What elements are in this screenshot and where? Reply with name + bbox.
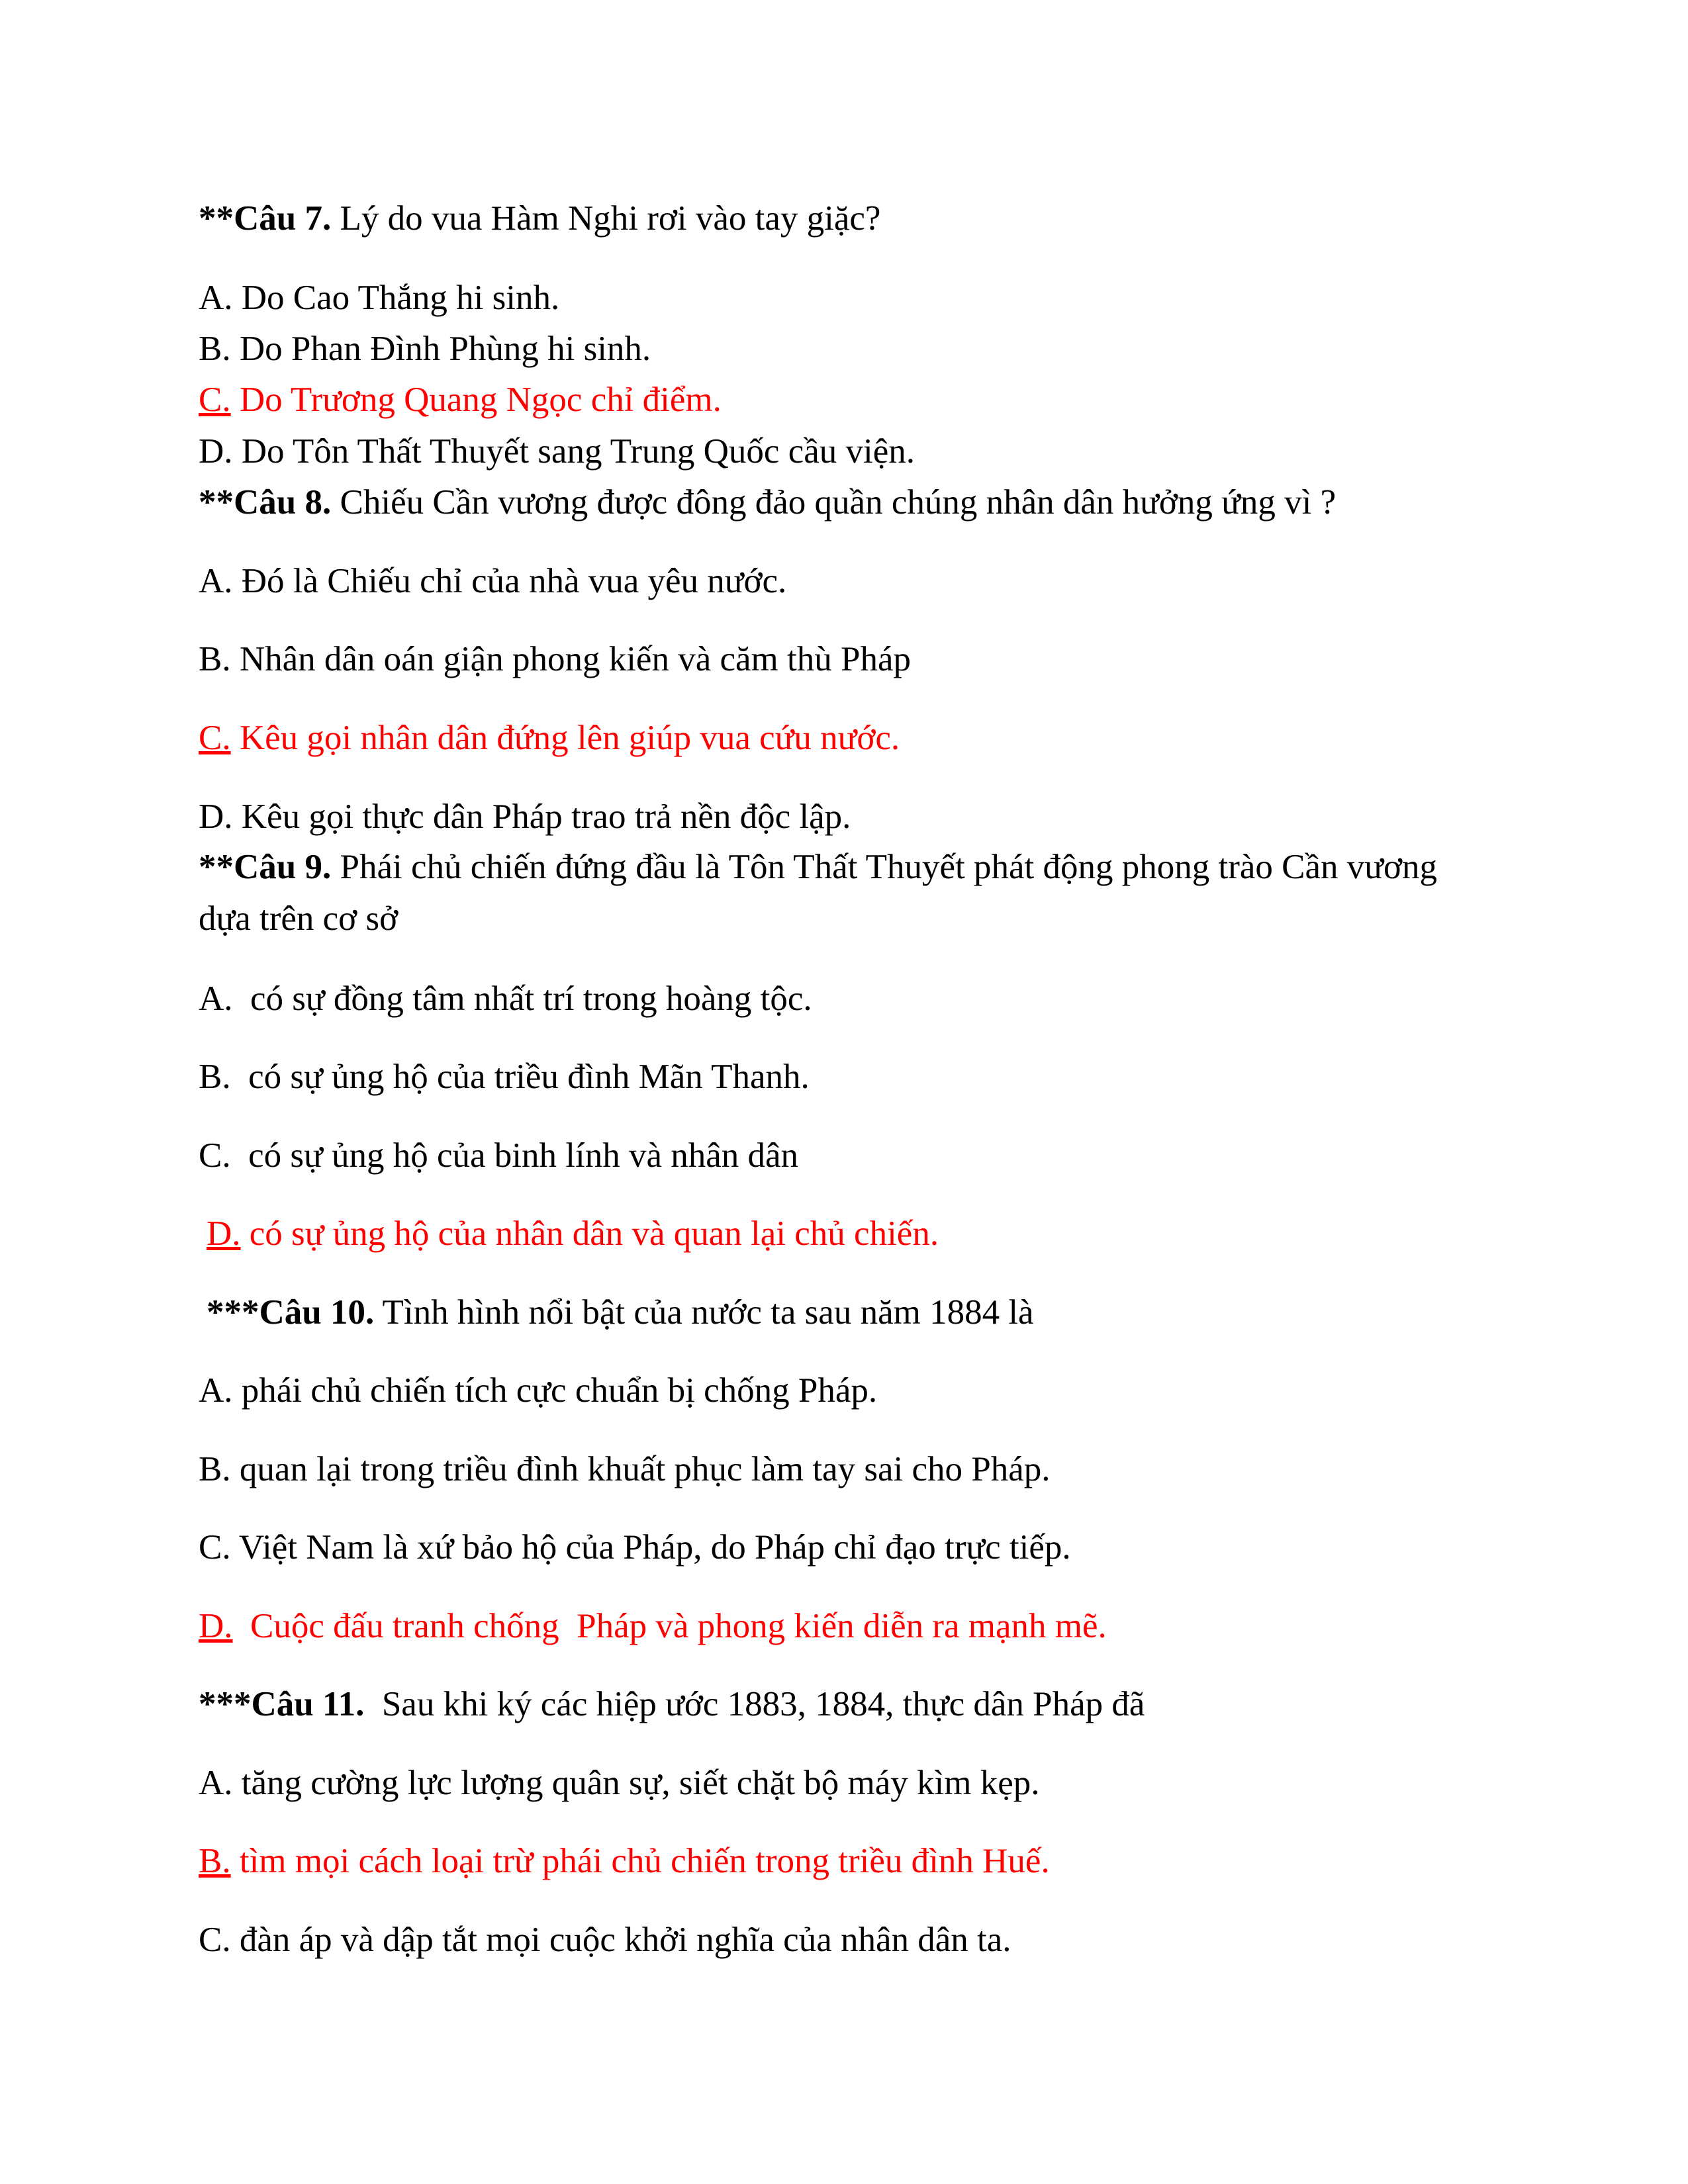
option-text: có sự ủng hộ của binh lính và nhân dân [230, 1136, 799, 1175]
question-text: Phái chủ chiến đứng đầu là Tôn Thất Thuyết phát động phong trào Cần vương dựa trên cơ sở [199, 848, 1438, 938]
option-10-d-answer [199, 1605, 1107, 1647]
question-prefix: **Câu 8. [199, 483, 332, 522]
option-letter: B. [199, 1842, 231, 1880]
option-letter: C. [199, 719, 231, 757]
option-letter: B. [199, 640, 231, 678]
option-letter: D. [199, 432, 233, 471]
question-9 [199, 841, 1489, 944]
option-letter: A. [199, 562, 233, 600]
option-9-b [199, 1056, 810, 1098]
question-text: Lý do vua Hàm Nghi rơi vào tay giặc? [331, 199, 881, 238]
option-letter: C. [199, 1921, 231, 1959]
question-11 [199, 1683, 1145, 1725]
option-9-c [199, 1134, 798, 1177]
option-text: có sự ủng hộ của triều đình Mãn Thanh. [230, 1058, 810, 1096]
option-8-c-answer [199, 717, 900, 759]
option-9-d-answer [207, 1212, 939, 1255]
option-text: có sự ủng hộ của nhân dân và quan lại chủ chiến. [240, 1214, 939, 1253]
option-10-b [199, 1448, 1050, 1490]
option-7-c-answer [199, 379, 722, 421]
option-letter: D. [207, 1214, 241, 1253]
option-text: Cuộc đấu tranh chống Pháp và phong kiến diễn ra mạnh mẽ. [232, 1607, 1107, 1645]
option-10-a [199, 1369, 877, 1412]
question-text: Chiếu Cần vương được đông đảo quần chúng nhân dân hưởng ứng vì ? [331, 483, 1336, 522]
question-10 [207, 1291, 1034, 1334]
option-letter: C. [199, 1136, 231, 1175]
option-text: Kêu gọi thực dân Pháp trao trả nền độc lập. [232, 797, 851, 836]
option-text: phái chủ chiến tích cực chuẩn bị chống Pháp. [232, 1371, 878, 1410]
option-text: Đó là Chiếu chỉ của nhà vua yêu nước. [232, 562, 787, 600]
option-text: Do Cao Thắng hi sinh. [232, 279, 560, 317]
option-7-b [199, 328, 651, 370]
option-text: Do Tôn Thất Thuyết sang Trung Quốc cầu viện. [232, 432, 915, 471]
option-letter: A. [199, 1371, 233, 1410]
option-7-a [199, 277, 559, 319]
option-letter: A. [199, 279, 233, 317]
option-text: Do Phan Đình Phùng hi sinh. [230, 330, 651, 368]
option-letter: B. [199, 330, 231, 368]
option-letter: A. [199, 1764, 233, 1802]
option-letter: B. [199, 1450, 231, 1488]
option-9-a [199, 978, 812, 1020]
option-8-b [199, 638, 911, 680]
option-text: tăng cường lực lượng quân sự, siết chặt bộ máy kìm kẹp. [232, 1764, 1040, 1802]
option-text: Kêu gọi nhân dân đứng lên giúp vua cứu nước. [230, 719, 900, 757]
option-text: đàn áp và dập tắt mọi cuộc khởi nghĩa của nhân dân ta. [230, 1921, 1011, 1959]
option-text: Việt Nam là xứ bảo hộ của Pháp, do Pháp chỉ đạo trực tiếp. [230, 1528, 1071, 1567]
option-text: có sự đồng tâm nhất trí trong hoàng tộc. [232, 979, 812, 1018]
option-11-a [199, 1762, 1039, 1804]
question-prefix: ***Câu 11. [199, 1685, 365, 1723]
option-letter: D. [199, 797, 233, 836]
option-8-a [199, 560, 786, 602]
option-letter: B. [199, 1058, 231, 1096]
question-text: Tình hình nổi bật của nước ta sau năm 1884 là [374, 1293, 1034, 1332]
question-8 [199, 481, 1336, 523]
option-text: tìm mọi cách loại trừ phái chủ chiến trong triều đình Huế. [230, 1842, 1050, 1880]
option-8-d [199, 796, 851, 838]
option-letter: A. [199, 979, 233, 1018]
option-11-b-answer [199, 1840, 1050, 1882]
option-letter: D. [199, 1607, 233, 1645]
question-prefix: **Câu 9. [199, 848, 332, 886]
question-text: Sau khi ký các hiệp ước 1883, 1884, thực dân Pháp đã [364, 1685, 1145, 1723]
option-letter: C. [199, 381, 231, 419]
question-prefix: **Câu 7. [199, 199, 332, 238]
question-7 [199, 197, 880, 240]
option-10-c [199, 1526, 1071, 1569]
option-text: Do Trương Quang Ngọc chỉ điểm. [230, 381, 722, 419]
option-letter: C. [199, 1528, 231, 1567]
option-text: Nhân dân oán giận phong kiến và căm thù Pháp [230, 640, 911, 678]
question-prefix: ***Câu 10. [207, 1293, 375, 1332]
option-text: quan lại trong triều đình khuất phục làm tay sai cho Pháp. [230, 1450, 1051, 1488]
option-11-c [199, 1919, 1011, 1961]
option-7-d [199, 430, 915, 473]
